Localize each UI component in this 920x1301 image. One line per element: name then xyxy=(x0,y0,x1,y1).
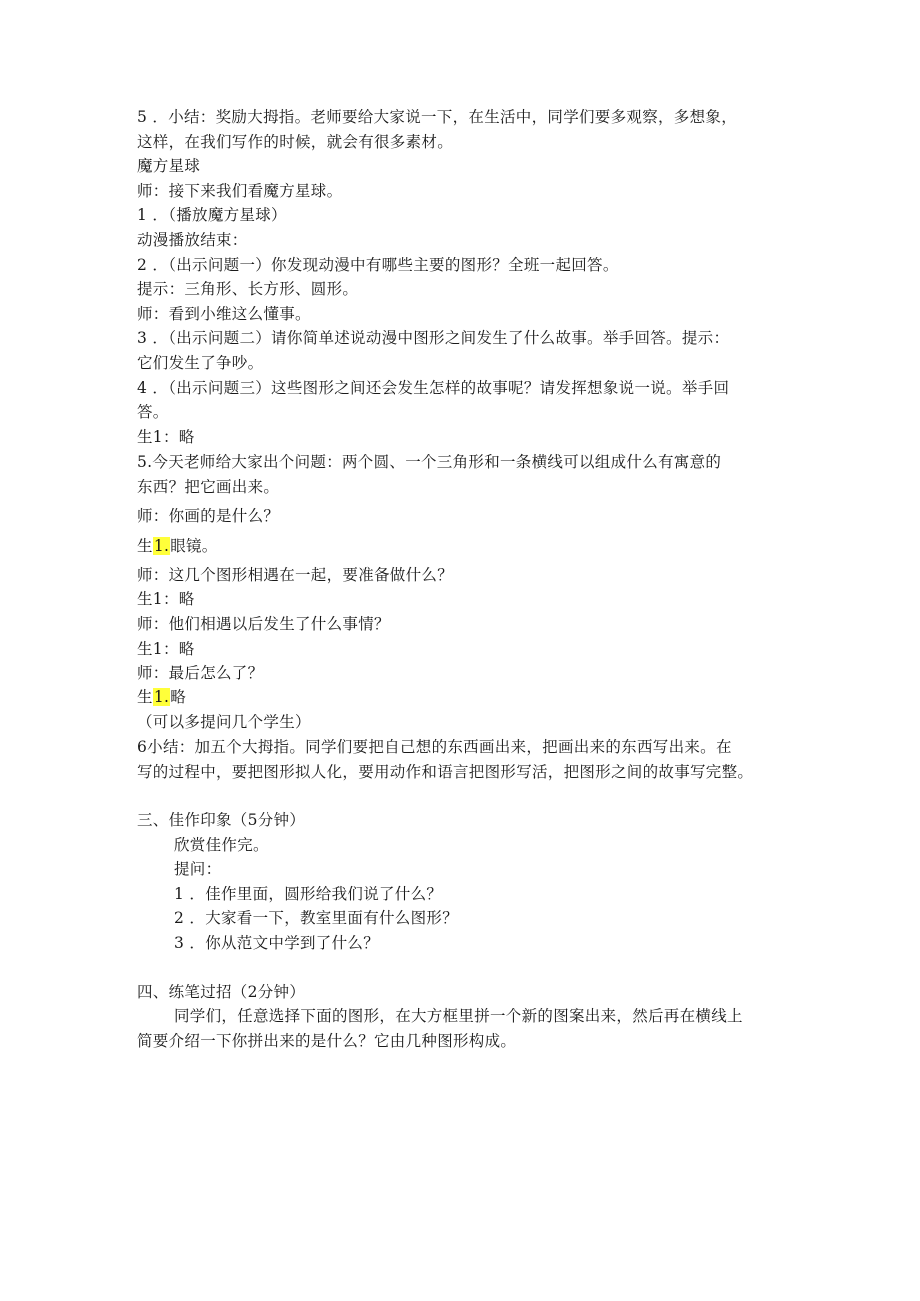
line-prefix: 生 xyxy=(137,537,153,555)
line-rest: 略 xyxy=(170,688,187,706)
text-line: 师：最后怎么了？ xyxy=(137,664,264,682)
text-line: 3 ．（出示问题二）请你简单述说动漫中图形之间发生了什么故事。举手回答。提示： xyxy=(137,329,730,347)
text-line: 5.今天老师给大家出个问题：两个圆、一个三角形和一条横线可以组成什么有寓意的 xyxy=(137,453,722,471)
text-line: 写的过程中，要把图形拟人化，要用动作和语言把图形写活，把图形之间的故事写完整。 xyxy=(137,763,754,781)
text-line: 4 ．（出示问题三）这些图形之间还会发生怎样的故事呢？请发挥想象说一说。举手回 xyxy=(137,379,730,397)
text-line: 师：他们相遇以后发生了什么事情？ xyxy=(137,615,390,633)
text-line: 师：接下来我们看魔方星球。 xyxy=(137,182,343,200)
question-item: 3 ．你从范文中学到了什么？ xyxy=(174,934,379,952)
text-line-highlighted xyxy=(137,535,218,557)
question-item: 1 ．佳作里面，圆形给我们说了什么？ xyxy=(174,885,443,903)
highlight-mark: 1. xyxy=(153,537,170,555)
text-line: 2 ．（出示问题一）你发现动漫中有哪些主要的图形？全班一起回答。 xyxy=(137,256,619,274)
text-line: 同学们，任意选择下面的图形，在大方框里拼一个新的图案出来，然后再在横线上 xyxy=(174,1007,743,1025)
text-line: 答。 xyxy=(137,403,169,421)
text-line: 这样，在我们写作的时候，就会有很多素材。 xyxy=(137,133,454,151)
line-prefix: 生 xyxy=(137,688,153,706)
text-line: 生1：略 xyxy=(137,428,195,446)
text-line: 生1：略 xyxy=(137,640,195,658)
section-heading: 三、佳作印象（5分钟） xyxy=(137,811,306,829)
text-line: 6小结：加五个大拇指。同学们要把自己想的东西画出来，把画出来的东西写出来。在 xyxy=(137,738,732,756)
highlight-mark: 1. xyxy=(153,688,170,706)
text-line: 提示：三角形、长方形、圆形。 xyxy=(137,280,359,298)
text-line: 东西？把它画出来。 xyxy=(137,478,280,496)
text-line: 师：这几个图形相遇在一起，要准备做什么？ xyxy=(137,566,454,584)
text-line: 动漫播放结束： xyxy=(137,231,248,249)
text-line: 师：你画的是什么？ xyxy=(137,507,280,525)
question-item: 2 ．大家看一下，教室里面有什么图形？ xyxy=(174,909,458,927)
text-line: 提问： xyxy=(174,860,222,878)
text-line-highlighted xyxy=(137,686,186,708)
text-line: 5 ．小结：奖励大拇指。老师要给大家说一下，在生活中，同学们要多观察，多想象， xyxy=(137,108,737,126)
text-line: 简要介绍一下你拼出来的是什么？它由几种图形构成。 xyxy=(137,1032,517,1050)
text-line: 欣赏佳作完。 xyxy=(174,836,269,854)
section-heading: 魔方星球 xyxy=(137,157,201,175)
section-heading: 四、练笔过招（2分钟） xyxy=(137,983,306,1001)
text-line: 1 ．（播放魔方星球） xyxy=(137,206,287,224)
text-line: 师：看到小维这么懂事。 xyxy=(137,305,311,323)
text-line: 它们发生了争吵。 xyxy=(137,354,264,372)
line-rest: 眼镜。 xyxy=(170,537,218,555)
text-line: 生1：略 xyxy=(137,590,195,608)
text-line: （可以多提问几个学生） xyxy=(137,713,311,731)
